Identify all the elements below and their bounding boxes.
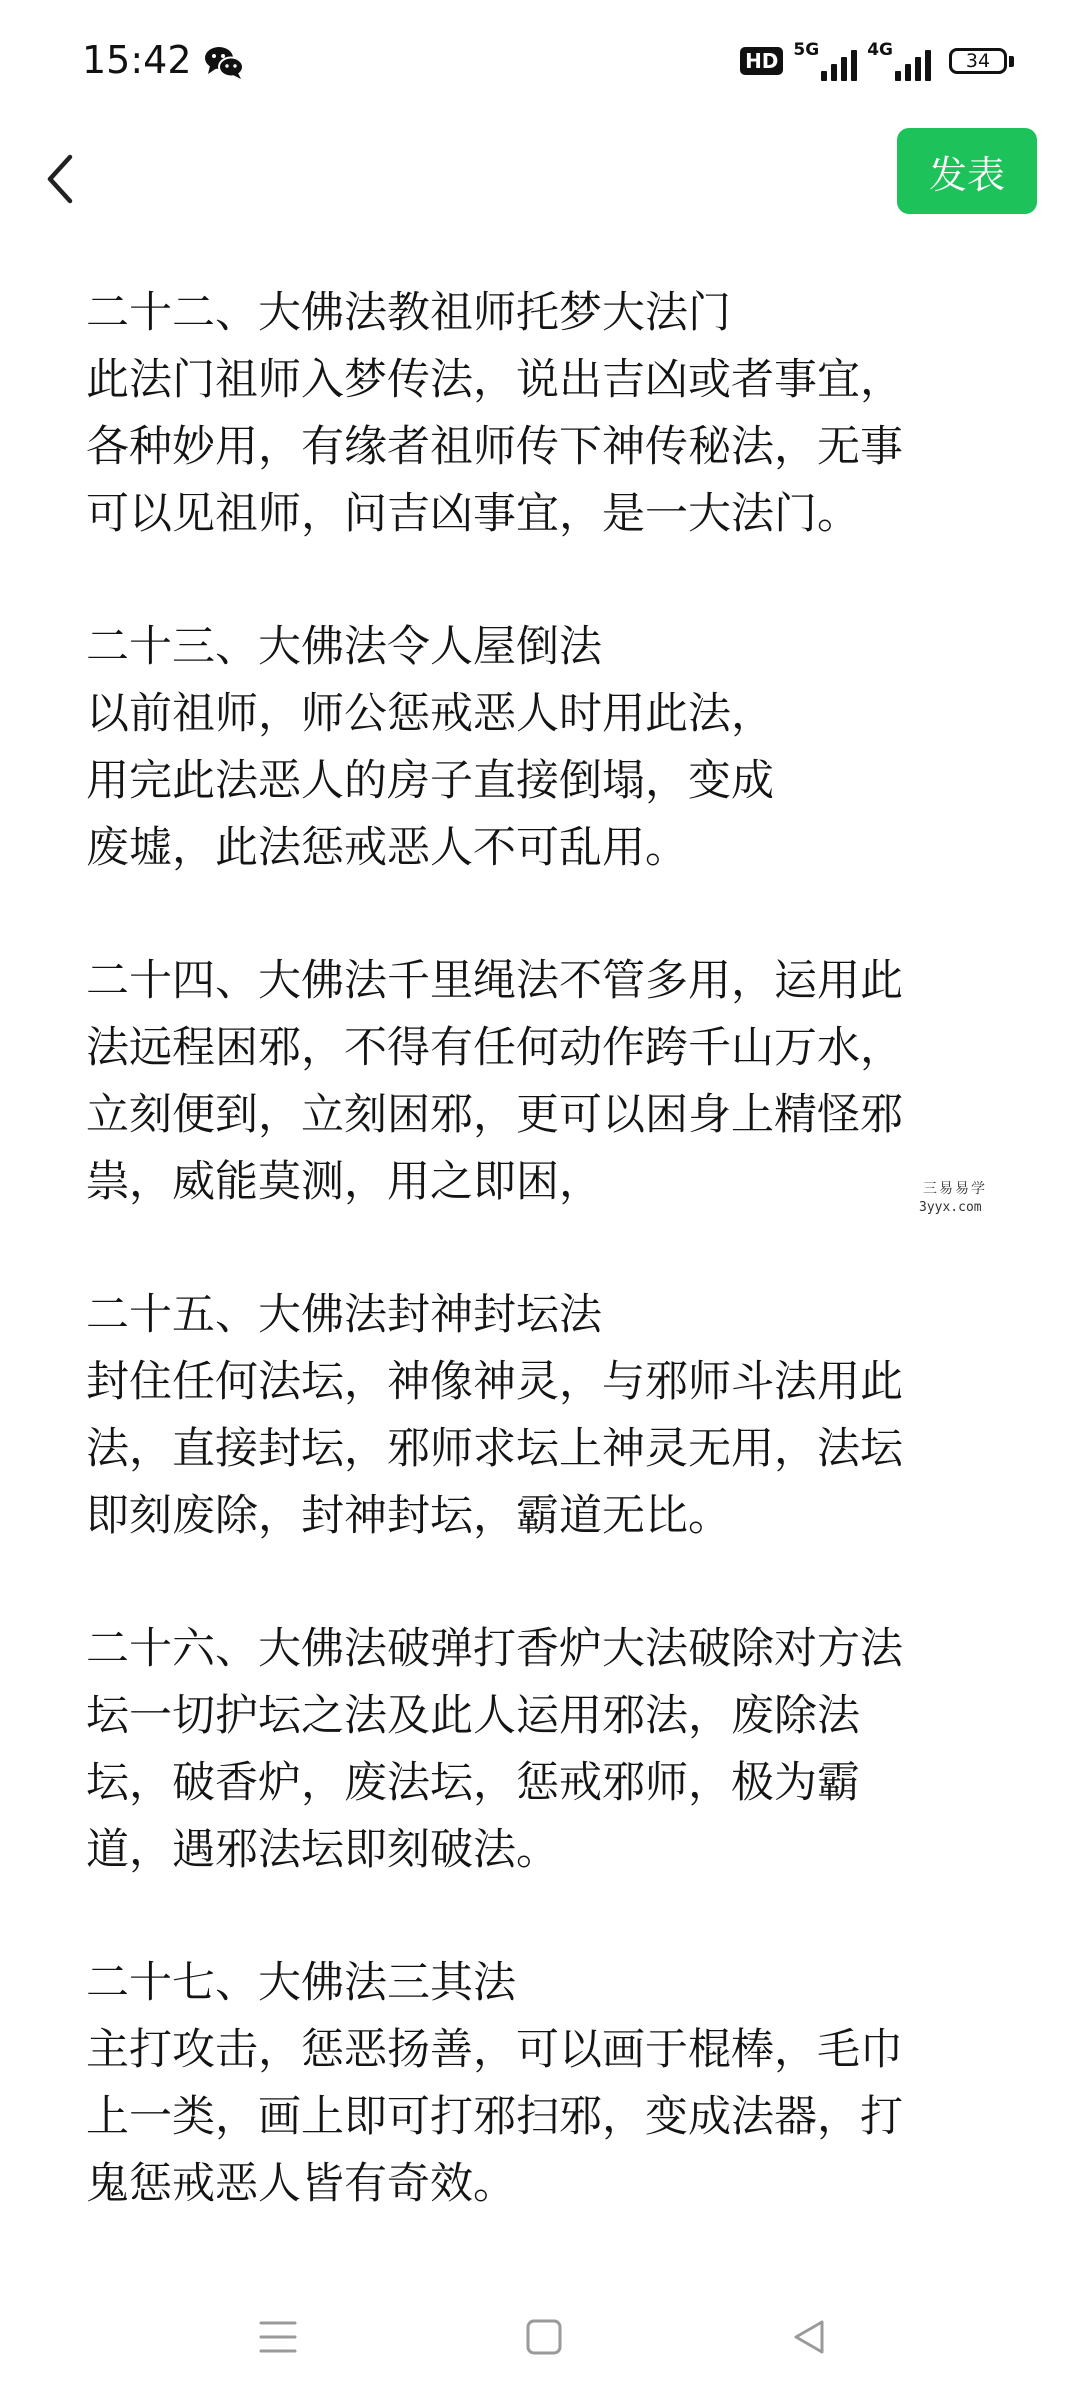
section-heading: 二十五、大佛法封神封坛法 xyxy=(86,1290,602,1340)
section-heading: 二十三、大佛法令人屋倒法 xyxy=(86,622,602,672)
watermark xyxy=(822,1174,1080,1222)
text-line: 此法门祖师入梦传法，说出吉凶或者事宜， xyxy=(86,355,903,405)
publish-button[interactable]: 发表 xyxy=(897,128,1037,214)
signal-bars-icon xyxy=(821,49,857,81)
battery-icon xyxy=(949,48,1014,74)
text-line: 坛一切护坛之法及此人运用邪法，废除法 xyxy=(86,1691,860,1741)
system-nav-bar xyxy=(0,2280,1080,2400)
section-heading: 二十二、大佛法教祖师托梦大法门 xyxy=(86,288,731,338)
text-line: 废墟，此法惩戒恶人不可乱用。 xyxy=(86,823,688,873)
sim2-network-label: 4G xyxy=(867,40,893,60)
text-line: 鬼惩戒恶人皆有奇效。 xyxy=(86,2159,516,2209)
text-line: 法远程困邪，不得有任何动作跨千山万水， xyxy=(86,1023,903,1073)
signal-bars-icon xyxy=(895,49,931,81)
recent-apps-button[interactable] xyxy=(243,2302,313,2372)
sim2-signal xyxy=(867,41,931,81)
watermark-url: 3yyx.com xyxy=(919,1200,982,1215)
text-line: 坛，破香炉，废法坛，惩戒邪师，极为霸 xyxy=(86,1758,860,1808)
wechat-icon xyxy=(204,44,244,80)
battery-level: 34 xyxy=(949,48,1007,74)
text-line: 立刻便到，立刻困邪，更可以困身上精怪邪 xyxy=(86,1090,903,1140)
back-button[interactable] xyxy=(30,144,90,214)
text-line: 以前祖师，师公惩戒恶人时用此法， xyxy=(86,689,774,739)
sim1-network-label: 5G xyxy=(793,40,820,60)
text-line: 即刻废除，封神封坛，霸道无比。 xyxy=(86,1491,731,1541)
text-line: 用完此法恶人的房子直接倒塌，变成 xyxy=(86,756,774,806)
text-line: 上一类，画上即可打邪扫邪，变成法器，打 xyxy=(86,2092,903,2142)
system-back-button[interactable] xyxy=(775,2302,845,2372)
menu-icon xyxy=(258,2317,298,2357)
back-triangle-icon xyxy=(790,2317,830,2357)
paragraph xyxy=(86,280,1006,548)
status-bar xyxy=(0,0,1080,124)
post-content xyxy=(86,280,1006,2284)
section-heading: 二十六、大佛法破弹打香炉大法破除对方法 xyxy=(86,1624,903,1674)
status-indicators xyxy=(740,40,1014,82)
watermark-title: 三易易学 xyxy=(923,1181,987,1197)
section-heading: 二十七、大佛法三其法 xyxy=(86,1958,516,2008)
text-line: 各种妙用，有缘者祖师传下神传秘法，无事 xyxy=(86,422,903,472)
home-square-icon xyxy=(524,2317,564,2357)
paragraph xyxy=(86,1282,1006,1550)
hd-voice-badge: HD xyxy=(740,47,783,75)
text-line: 道，遇邪法坛即刻破法。 xyxy=(86,1825,559,1875)
section-heading: 二十四、大佛法千里绳法不管多用，运用此 xyxy=(86,956,903,1006)
text-line: 法，直接封坛，邪师求坛上神灵无用，法坛 xyxy=(86,1424,903,1474)
text-line: 封住任何法坛，神像神灵，与邪师斗法用此 xyxy=(86,1357,903,1407)
text-line: 主打攻击，惩恶扬善，可以画于棍棒，毛巾 xyxy=(86,2025,903,2075)
home-button[interactable] xyxy=(509,2302,579,2372)
text-line: 祟，威能莫测，用之即困， xyxy=(86,1157,602,1207)
status-time: 15:42 xyxy=(82,38,192,82)
sim1-signal xyxy=(793,41,857,81)
paragraph xyxy=(86,1950,1006,2218)
top-app-bar xyxy=(0,124,1080,234)
paragraph xyxy=(86,614,1006,882)
chevron-left-icon xyxy=(40,149,80,209)
text-line: 可以见祖师，问吉凶事宜，是一大法门。 xyxy=(86,489,860,539)
paragraph xyxy=(86,1616,1006,1884)
